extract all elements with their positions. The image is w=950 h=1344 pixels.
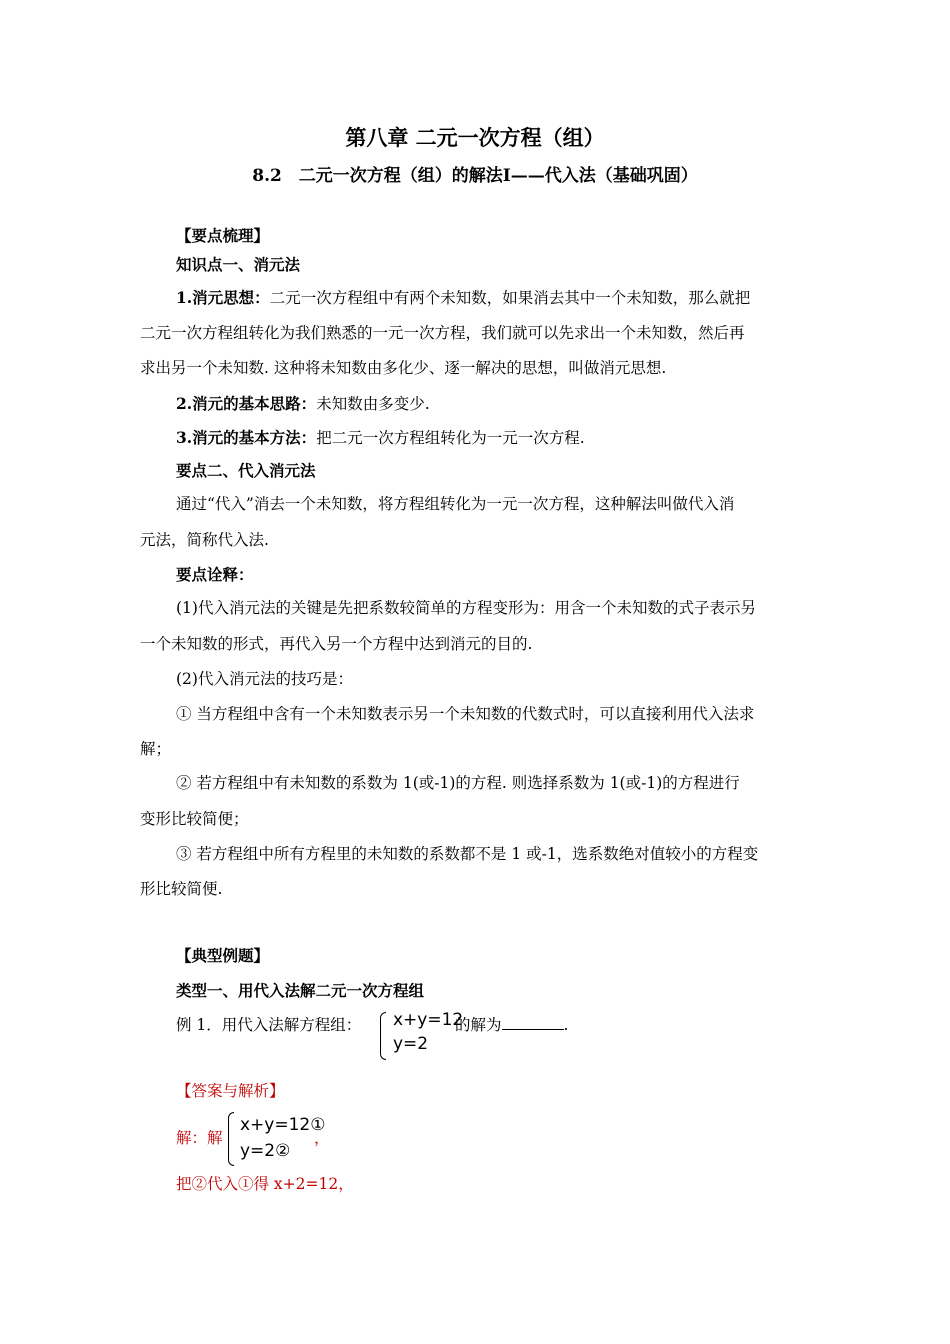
section-title: 8.2 二元一次方程（组）的解法Ⅰ——代入法（基础巩固） bbox=[252, 166, 698, 186]
note2-a-line2: 解； bbox=[140, 740, 172, 758]
example1-suffix bbox=[455, 1015, 655, 1035]
answer-blank bbox=[502, 1015, 564, 1030]
example1-system bbox=[393, 1008, 463, 1056]
kp1-heading: 知识点一、消元法 bbox=[176, 255, 301, 274]
note-heading: 要点诠释： bbox=[176, 565, 254, 584]
keypoints-heading: 【要点梳理】 bbox=[176, 226, 270, 245]
kp2-line2: 元法，简称代入法. bbox=[140, 531, 269, 549]
solution-prefix: 解：解 bbox=[176, 1129, 223, 1147]
example1-eq2: y=2 bbox=[393, 1034, 429, 1054]
note2-b-line2: 变形比较简便； bbox=[140, 810, 249, 828]
kp1-item3-text: 把二元一次方程组转化为一元一次方程. bbox=[316, 429, 585, 447]
solution-comma: ， bbox=[314, 1129, 330, 1147]
solution-brace bbox=[228, 1112, 234, 1166]
kp2-line1: 通过“代入”消去一个未知数，将方程组转化为一元一次方程，这种解法叫做代入消 bbox=[176, 495, 735, 513]
note2-c-line2: 形比较简便. bbox=[140, 880, 223, 898]
kp1-item2 bbox=[140, 394, 846, 414]
note1-line1: (1)代入消元法的关键是先把系数较简单的方程变形为：用含一个未知数的式子表示另 bbox=[176, 599, 756, 617]
example1-brace bbox=[380, 1012, 386, 1060]
kp1-item2-text: 未知数由多变少. bbox=[316, 395, 430, 413]
example1-prefix: 例 1．用代入法解方程组： bbox=[176, 1016, 362, 1034]
note1-line2: 一个未知数的形式，再代入另一个方程中达到消元的目的. bbox=[140, 635, 533, 653]
note2-b-line1: ② 若方程组中有未知数的系数为 1(或-1)的方程. 则选择系数为 1(或-1)的方程进行 bbox=[176, 774, 740, 792]
note2-a-line1: ① 当方程组中含有一个未知数表示另一个未知数的代数式时，可以直接利用代入法求 bbox=[176, 705, 755, 723]
kp2-heading: 要点二、代入消元法 bbox=[176, 461, 316, 480]
kp1-item1-label: 1.消元思想： bbox=[176, 288, 270, 307]
examples-heading: 【典型例题】 bbox=[176, 946, 270, 965]
kp1-item1-line1 bbox=[140, 288, 846, 308]
note2-c-line1: ③ 若方程组中所有方程里的未知数的系数都不是 1 或-1，选系数绝对值较小的方程变 bbox=[176, 845, 759, 863]
kp1-item3 bbox=[140, 428, 846, 448]
example1-end: . bbox=[563, 1016, 569, 1034]
solution-eq1: x+y=12① bbox=[240, 1115, 326, 1135]
kp1-item2-label: 2.消元的基本思路： bbox=[176, 394, 317, 413]
kp1-item1-text: 二元一次方程组中有两个未知数，如果消去其中一个未知数，那么就把 bbox=[269, 289, 751, 307]
answer-heading: 【答案与解析】 bbox=[176, 1082, 285, 1100]
type1-heading: 类型一、用代入法解二元一次方程组 bbox=[176, 981, 425, 1000]
chapter-title: 第八章 二元一次方程（组） bbox=[345, 125, 605, 150]
kp1-item1-line3: 求出另一个未知数. 这种将未知数由多化少、逐一解决的思想，叫做消元思想. bbox=[140, 359, 667, 377]
kp1-item3-label: 3.消元的基本方法： bbox=[176, 428, 317, 447]
example1-eq1: x+y=12 bbox=[393, 1010, 464, 1030]
solution-step: 把②代入①得 x+2=12， bbox=[176, 1175, 354, 1193]
example1-suffix-text: 的解为 bbox=[455, 1016, 502, 1034]
note2-line1: (2)代入消元法的技巧是： bbox=[176, 670, 353, 688]
kp1-item1-line2: 二元一次方程组转化为我们熟悉的一元一次方程，我们就可以先求出一个未知数，然后再 bbox=[140, 324, 745, 342]
solution-system bbox=[240, 1112, 325, 1164]
solution-eq2: y=2② bbox=[240, 1141, 291, 1161]
